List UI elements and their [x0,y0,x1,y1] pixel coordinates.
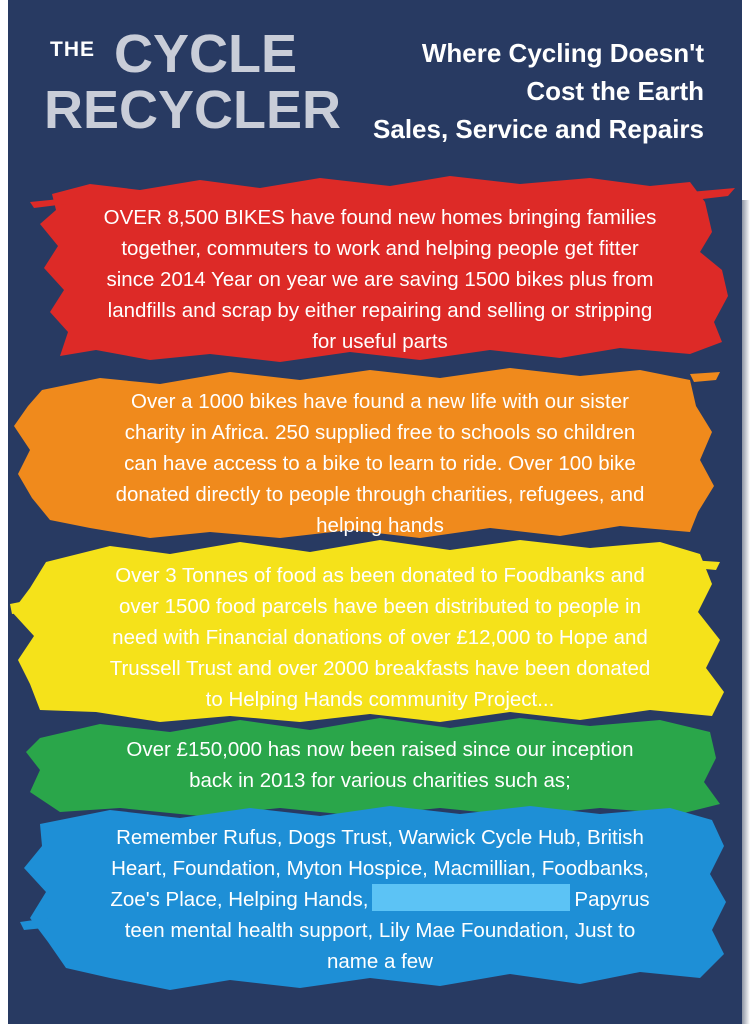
band-red-text [40,202,720,357]
band-red-line-3: since 2014 Year on year we are saving 1500 bikes plus from [106,268,654,291]
band-red-line-2: together, commuters to work and helping people get fitter [121,237,639,260]
band-blue-line-5: name a few [327,950,433,973]
band-blue-line-3-end: Papyrus [574,888,650,911]
band-green-line-1: Over £150,000 has now been raised since our inception [126,738,634,761]
band-yellow-line-4: Trussell Trust and over 2000 breakfasts have been donated [109,657,651,680]
band-orange-line-3: can have access to a bike to learn to ride. Over 100 bike [124,452,636,475]
band-blue-text [40,822,720,977]
tagline [304,34,704,148]
band-yellow-text [40,560,720,715]
logo-the: THE [50,38,95,61]
band-blue-line-2: Heart, Foundation, Myton Hospice, Macmillian, Foodbanks, [111,857,649,880]
redacted-block [372,884,570,911]
band-green-text [40,734,720,796]
band-red-line-1: OVER 8,500 BIKES have found new homes bringing families [103,206,657,229]
band-orange-line-1: Over a 1000 bikes have found a new life with our sister [131,390,629,413]
band-green-line-2: back in 2013 for various charities such as; [189,769,571,792]
band-orange-text [40,386,720,541]
band-yellow-line-3: need with Financial donations of over £12,000 to Hope and [112,626,648,649]
band-orange-line-4: donated directly to people through charities, refugees, and [115,483,645,506]
band-orange-line-5: helping hands [316,514,444,537]
band-red-line-4: landfills and scrap by either repairing and selling or stripping [107,299,653,322]
band-blue-line-3-start: Zoe's Place, Helping Hands, [110,888,369,911]
band-blue-line-3 [40,884,720,915]
tagline-line-3: Sales, Service and Repairs [373,114,704,144]
band-yellow-line-5: to Helping Hands community Project... [205,688,555,711]
band-blue-line-1: Remember Rufus, Dogs Trust, Warwick Cycle Hub, British [116,826,644,849]
band-orange-line-2: charity in Africa. 250 supplied free to schools so children [124,421,636,444]
tagline-line-2: Cost the Earth [526,76,704,106]
band-red-line-5: for useful parts [312,330,448,353]
band-yellow-line-1: Over 3 Tonnes of food as been donated to Foodbanks and [115,564,645,587]
tagline-line-1: Where Cycling Doesn't [421,38,704,68]
logo-cycle: CYCLE [114,24,298,84]
band-yellow-line-2: over 1500 food parcels have been distributed to people in [119,595,641,618]
logo-recycler: RECYCLER [44,80,342,140]
band-blue-line-4: teen mental health support, Lily Mae Foundation, Just to [124,919,636,942]
